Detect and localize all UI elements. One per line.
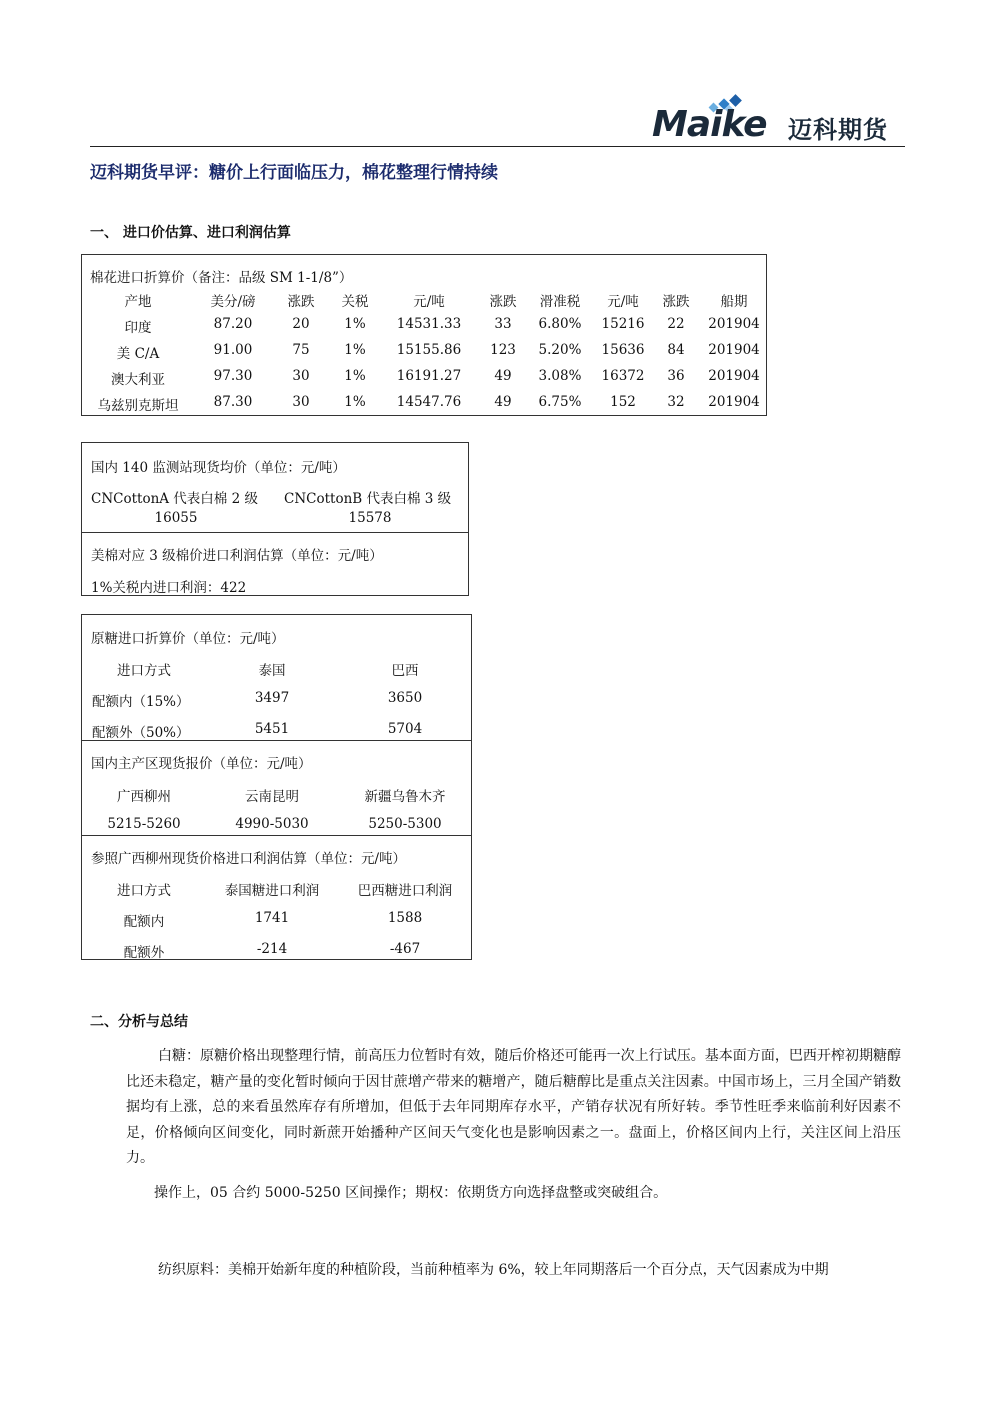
table-header: 涨跌 — [287, 294, 315, 310]
table-cell: 201904 — [708, 316, 760, 332]
table-cell: 美 C/A — [116, 346, 160, 362]
table-cell: 20 — [292, 316, 310, 332]
table-cell: 3.08% — [538, 368, 582, 384]
table-cell: 14547.76 — [396, 394, 462, 410]
table-cell: 87.20 — [213, 316, 253, 332]
sugar-spot-caption: 国内主产区现货报价（单位：元/吨） — [91, 756, 312, 772]
header-divider — [90, 146, 905, 147]
table-cell: 配额外（50%） — [92, 725, 190, 741]
table-header: 广西柳州 — [117, 789, 171, 805]
table-cell: 22 — [667, 316, 685, 332]
cotton-a-value: 16055 — [154, 510, 198, 526]
section-heading-2: 二、分析与总结 — [90, 1014, 188, 1030]
table-cell: 16372 — [601, 368, 645, 384]
table-cell: 5250-5300 — [368, 816, 442, 832]
cotton-profit-text: 1%关税内进口利润：422 — [91, 580, 247, 596]
table-cell: 123 — [490, 342, 516, 358]
table-cell: 5451 — [254, 721, 290, 737]
table-cell: 32 — [667, 394, 685, 410]
analysis-operation-paragraph: 操作上，05 合约 5000-5250 区间操作；期权：依期货方向选择盘整或突破组合。 — [154, 1185, 668, 1201]
table-cell: 5704 — [387, 721, 423, 737]
analysis-sugar-paragraph: 白糖：原糖价格出现整理行情，前高压力位暂时有效，随后价格还可能再一次上行试压。基本面方面，巴西开榨初期糖醇比还未稳定，糖产量的变化暂时倾向于因甘蔗增产带来的糖增产，随后糖醇比是重点关注因素。中国市场上，三月全国产销数据均有上涨，总的来看虽然库存有所增加，但低于去年同期库存水平，产销存状况有所好转。季节性旺季来临前利好因素不足，价格倾向区间变化，同时新蔗开始播种产区间天气变化也是影响因素之一。盘面上，价格区间内上行，关注区间上沿压力。 — [126, 1048, 901, 1166]
table-header: 涨跌 — [662, 294, 690, 310]
table-cell: 14531.33 — [396, 316, 462, 332]
table-cell: 201904 — [708, 368, 760, 384]
table-cell: 3497 — [254, 690, 290, 706]
table-header: 船期 — [720, 294, 748, 310]
table-cell: 乌兹别克斯坦 — [97, 398, 179, 414]
table-cell: 152 — [610, 394, 636, 410]
table-cell: 75 — [292, 342, 310, 358]
cotton-b-label: CNCottonB 代表白棉 3 级 — [284, 491, 452, 507]
table-header: 新疆乌鲁木齐 — [364, 789, 446, 805]
table-cell: 配额内 — [123, 914, 165, 930]
table-cell: 1% — [344, 368, 366, 384]
row-divider — [82, 532, 468, 533]
table-cell: 16191.27 — [396, 368, 462, 384]
cotton-domestic-caption: 国内 140 监测站现货均价（单位：元/吨） — [91, 460, 346, 476]
cotton-a-label: CNCottonA 代表白棉 2 级 — [91, 491, 258, 507]
sugar-table — [81, 614, 472, 960]
table-cell: 30 — [292, 368, 310, 384]
table-header: 泰国糖进口利润 — [224, 883, 320, 899]
table-cell: -467 — [389, 941, 421, 957]
table-header: 进口方式 — [117, 663, 171, 679]
table-header: 产地 — [124, 294, 152, 310]
cotton-domestic-table — [81, 442, 469, 596]
logo-brand-cn: 迈科期货 — [788, 116, 888, 144]
company-logo — [652, 96, 902, 145]
table-cell: 6.80% — [538, 316, 582, 332]
table-cell: 1% — [344, 342, 366, 358]
table-cell: 49 — [494, 394, 512, 410]
table-cell: 201904 — [708, 342, 760, 358]
cotton-import-table — [81, 254, 767, 416]
table-cell: 1741 — [254, 910, 290, 926]
table-cell: 33 — [494, 316, 512, 332]
logo-brand-en: Maike — [652, 104, 767, 145]
table-cell: 澳大利亚 — [111, 372, 165, 388]
table-header: 进口方式 — [117, 883, 171, 899]
table-cell: 1588 — [387, 910, 423, 926]
table-header: 泰国 — [258, 663, 286, 679]
table-header: 巴西糖进口利润 — [357, 883, 453, 899]
sugar-profit-caption: 参照广西柳州现货价格进口利润估算（单位：元/吨） — [91, 851, 407, 867]
table-cell: 配额内（15%） — [92, 694, 190, 710]
table-cell: 5.20% — [538, 342, 582, 358]
table-cell: -214 — [256, 941, 288, 957]
table-cell: 3650 — [387, 690, 423, 706]
sugar-import-caption: 原糖进口折算价（单位：元/吨） — [91, 631, 285, 647]
document-title: 迈科期货早评：糖价上行面临压力，棉花整理行情持续 — [90, 163, 498, 183]
row-divider — [82, 835, 471, 836]
table-cell: 配额外 — [123, 945, 165, 961]
analysis-textile-paragraph: 纺织原料：美棉开始新年度的种植阶段，当前种植率为 6%，较上年同期落后一个百分点，天气因素成为中期 — [158, 1262, 829, 1278]
table-header: 巴西 — [391, 663, 419, 679]
table-cell: 87.30 — [213, 394, 253, 410]
table-cell: 49 — [494, 368, 512, 384]
table-cell: 97.30 — [213, 368, 253, 384]
table-cell: 5215-5260 — [107, 816, 181, 832]
cotton-import-caption: 棉花进口折算价（备注：品级 SM 1-1/8”） — [90, 270, 353, 286]
table-cell: 30 — [292, 394, 310, 410]
table-cell: 15216 — [601, 316, 645, 332]
table-cell: 6.75% — [538, 394, 582, 410]
table-header: 云南昆明 — [245, 789, 299, 805]
table-cell: 1% — [344, 394, 366, 410]
table-cell: 15155.86 — [396, 342, 462, 358]
table-cell: 印度 — [124, 320, 152, 336]
table-cell: 36 — [667, 368, 685, 384]
table-header: 美分/磅 — [210, 294, 256, 310]
table-header: 关税 — [341, 294, 369, 310]
row-divider — [82, 740, 471, 741]
section-heading-1: 一、 进口价估算、进口利润估算 — [90, 225, 291, 241]
table-cell: 4990-5030 — [235, 816, 309, 832]
table-cell: 201904 — [708, 394, 760, 410]
table-header: 涨跌 — [489, 294, 517, 310]
table-cell: 91.00 — [213, 342, 253, 358]
table-cell: 1% — [344, 316, 366, 332]
table-cell: 15636 — [601, 342, 645, 358]
table-header: 元/吨 — [413, 294, 445, 310]
table-cell: 84 — [667, 342, 685, 358]
cotton-profit-caption: 美棉对应 3 级棉价进口利润估算（单位：元/吨） — [91, 548, 383, 564]
table-header: 滑准税 — [539, 294, 581, 310]
cotton-b-value: 15578 — [348, 510, 392, 526]
table-header: 元/吨 — [607, 294, 639, 310]
